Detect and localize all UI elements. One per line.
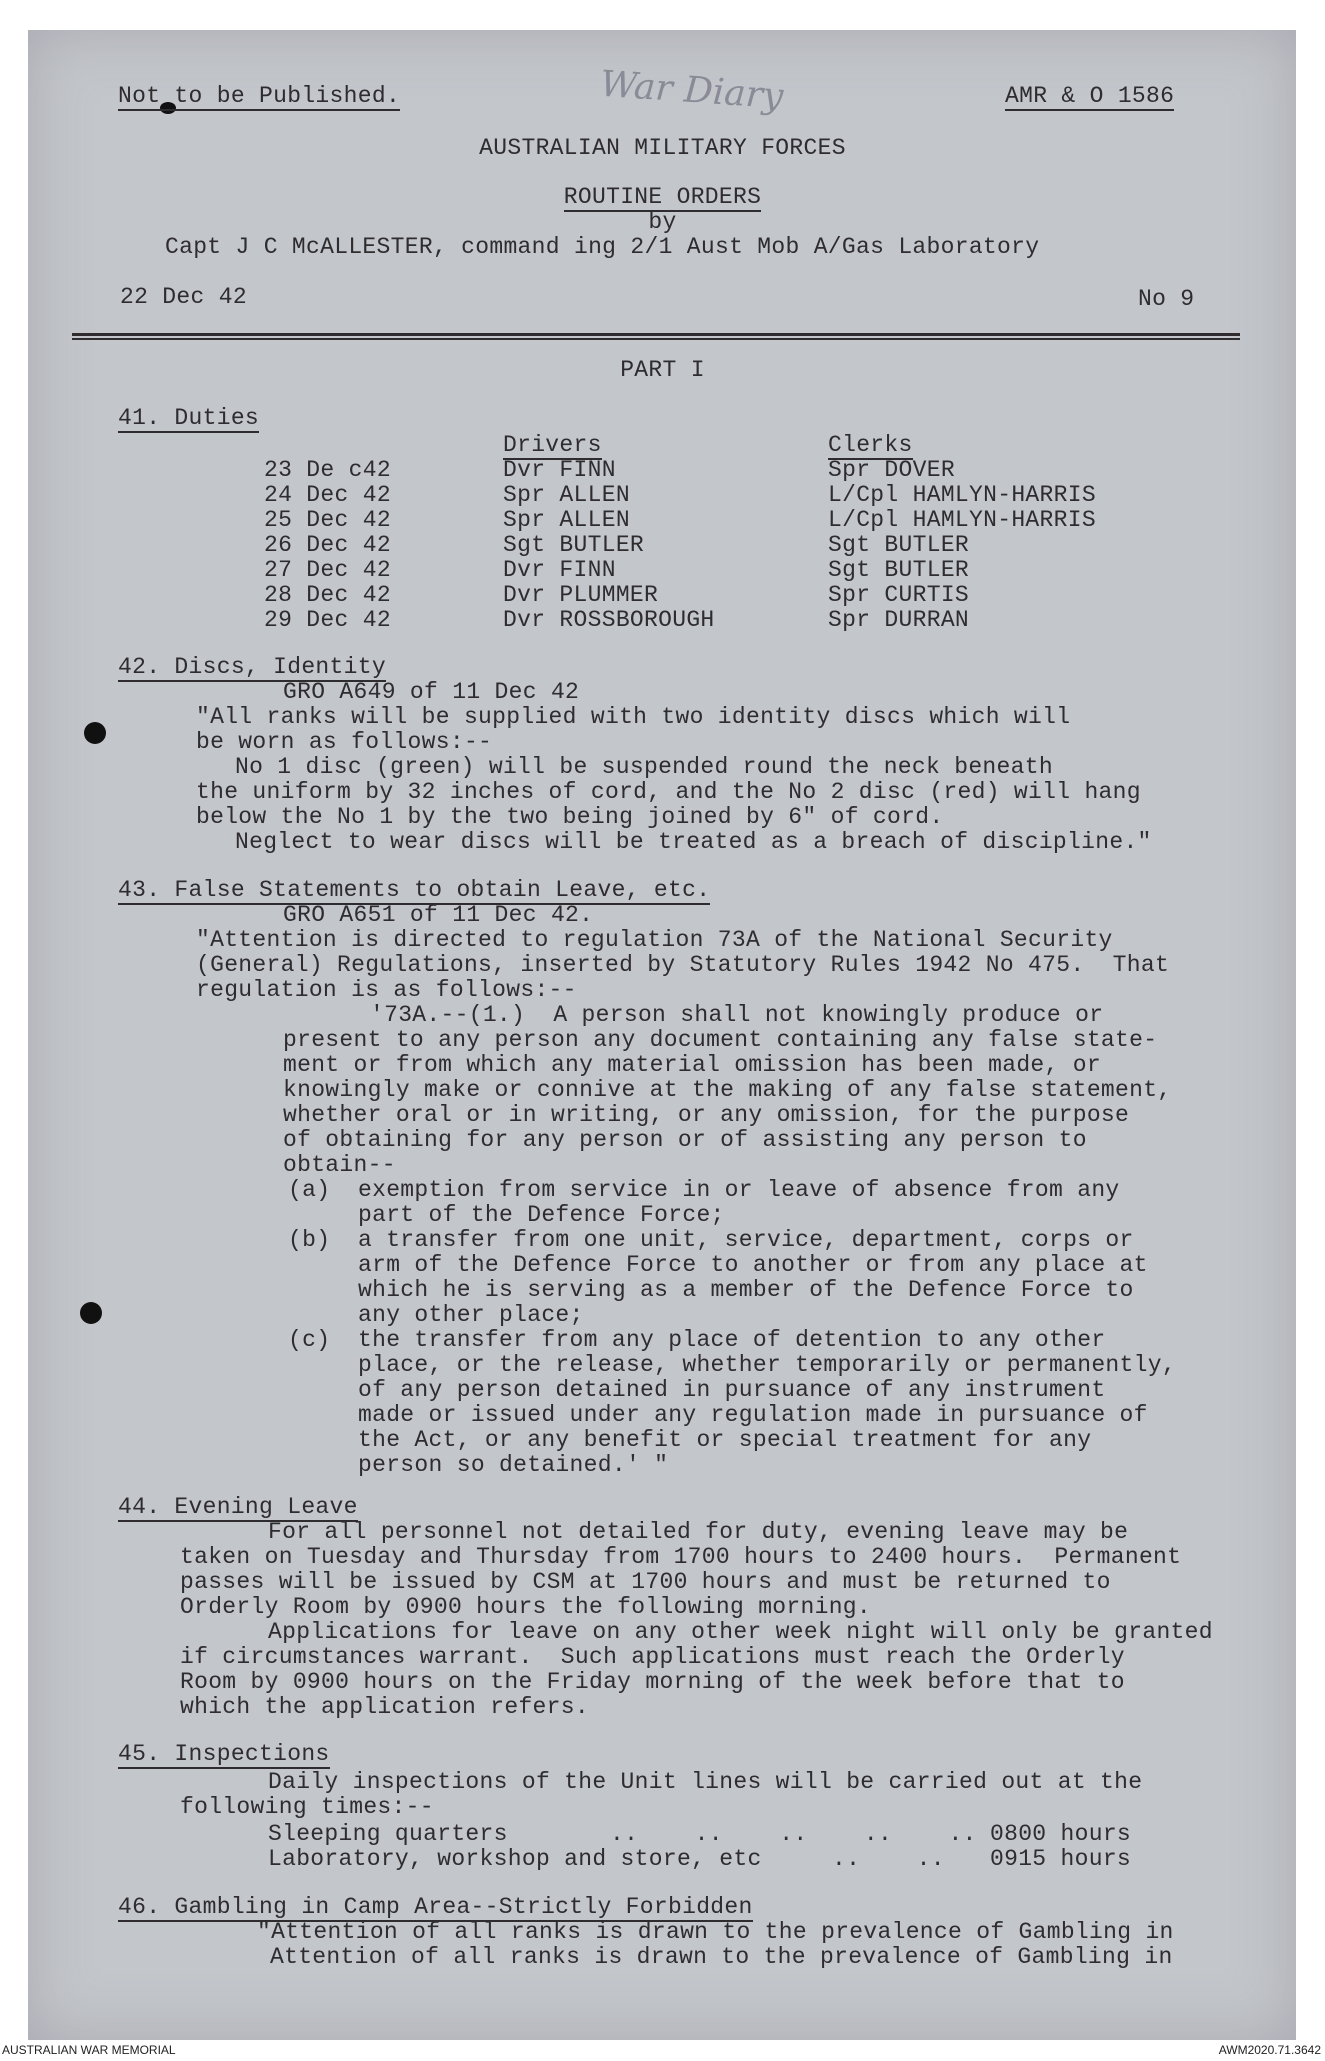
text-line: ment or from which any material omission has been made, or — [283, 1052, 1101, 1078]
reference-number: AMR & O 1586 — [1005, 83, 1175, 109]
clerks-column-header: Clerks — [828, 432, 913, 458]
text-line: taken on Tuesday and Thursday from 1700 hours to 2400 hours. Permanent — [180, 1544, 1182, 1570]
text-line: be worn as follows:-- — [196, 729, 493, 755]
text-line: '73A.--(1.) A person shall not knowingly produce or — [370, 1002, 1104, 1028]
duty-clerk: L/Cpl HAMLYN-HARRIS — [828, 482, 1096, 508]
item-line: which he is serving as a member of the Defence Force to — [358, 1277, 1134, 1303]
punch-hole — [84, 722, 106, 744]
order-number: No 9 — [1138, 286, 1195, 312]
item-line: the Act, or any benefit or special treatment for any — [358, 1427, 1092, 1453]
text-line: the uniform by 32 inches of cord, and the No 2 disc (red) will hang — [196, 779, 1141, 805]
duty-clerk: Spr DOVER — [828, 457, 955, 483]
routine-orders-title: ROUTINE ORDERS — [563, 184, 762, 210]
commander-line: Capt J C McALLESTER, command ing 2/1 Aust Mob A/Gas Laboratory — [165, 234, 1040, 260]
text-line: of obtaining for any person or of assisting any person to — [283, 1127, 1087, 1153]
duty-driver: Dvr FINN — [503, 457, 616, 483]
item-line: place, or the release, whether temporarily or permanently, — [358, 1352, 1176, 1378]
leader-dots: .. .. — [832, 1846, 945, 1872]
text-line: Applications for leave on any other week night will only be granted — [268, 1619, 1213, 1645]
item-label: (a) — [288, 1177, 331, 1203]
duty-date: 23 De c42 — [264, 457, 391, 483]
text-line: No 1 disc (green) will be suspended round the neck beneath — [235, 754, 1053, 780]
duty-clerk: Sgt BUTLER — [828, 557, 970, 583]
duty-date: 27 Dec 42 — [264, 557, 391, 583]
drivers-column-header: Drivers — [503, 432, 602, 458]
item-line: the transfer from any place of detention to any other — [358, 1327, 1106, 1353]
duty-driver: Dvr PLUMMER — [503, 582, 659, 608]
double-rule-bottom — [72, 338, 1240, 340]
text-line: whether oral or in writing, or any omission, for the purpose — [283, 1102, 1130, 1128]
text-line: Orderly Room by 0900 hours the following morning. — [180, 1594, 872, 1620]
duty-driver: Spr ALLEN — [503, 507, 630, 533]
section-44-heading: 44. Evening Leave — [118, 1494, 358, 1520]
duty-clerk: Spr DURRAN — [828, 607, 970, 633]
text-line: following times:-- — [180, 1794, 434, 1820]
duty-date: 28 Dec 42 — [264, 582, 391, 608]
section-46-heading: 46. Gambling in Camp Area--Strictly Forbidden — [118, 1894, 753, 1920]
duty-date: 29 Dec 42 — [264, 607, 391, 633]
inspection-label: Sleeping quarters — [268, 1821, 508, 1847]
leader-dots: .. .. .. .. .. — [610, 1821, 977, 1847]
order-date: 22 Dec 42 — [120, 284, 247, 310]
text-line: GRO A651 of 11 Dec 42. — [283, 902, 594, 928]
duty-clerk: Sgt BUTLER — [828, 532, 970, 558]
section-45-heading: 45. Inspections — [118, 1741, 330, 1767]
text-line: "Attention of all ranks is drawn to the prevalence of Gambling in — [257, 1919, 1174, 1945]
text-line: Room by 0900 hours on the Friday morning of the week before that to — [180, 1669, 1125, 1695]
text-line: which the application refers. — [180, 1694, 589, 1720]
text-line: below the No 1 by the two being joined by 6" of cord. — [196, 804, 944, 830]
item-line: a transfer from one unit, service, department, corps or — [358, 1227, 1134, 1253]
duty-driver: Spr ALLEN — [503, 482, 630, 508]
item-line: arm of the Defence Force to another or from any place at — [358, 1252, 1148, 1278]
duty-date: 24 Dec 42 — [264, 482, 391, 508]
text-line: Neglect to wear discs will be treated as a breach of discipline." — [235, 829, 1152, 855]
duty-driver: Dvr ROSSBOROUGH — [503, 607, 715, 633]
duty-clerk: L/Cpl HAMLYN-HARRIS — [828, 507, 1096, 533]
handwritten-note: War Diary — [598, 63, 785, 118]
footer-credit: AUSTRALIAN WAR MEMORIAL — [2, 2043, 176, 2057]
text-line: GRO A649 of 11 Dec 42 — [283, 679, 580, 705]
text-line: (General) Regulations, inserted by Statutory Rules 1942 No 475. That — [196, 952, 1170, 978]
not-published-label: Not to be Published. — [118, 83, 401, 109]
duty-clerk: Spr CURTIS — [828, 582, 970, 608]
text-line: Daily inspections of the Unit lines will be carried out at the — [268, 1769, 1143, 1795]
part-heading: PART I — [620, 357, 705, 383]
item-line: exemption from service in or leave of absence from any — [358, 1177, 1120, 1203]
footer-catalogue-id: AWM2020.71.3642 — [1218, 2043, 1321, 2057]
text-line: knowingly make or connive at the making of any false statement, — [283, 1077, 1172, 1103]
text-line: Attention of all ranks is drawn to the prevalence of Gambling in — [270, 1944, 1173, 1970]
text-line: "All ranks will be supplied with two identity discs which will — [196, 704, 1071, 730]
section-42-heading: 42. Discs, Identity — [118, 654, 386, 680]
item-line: part of the Defence Force; — [358, 1202, 725, 1228]
text-line: if circumstances warrant. Such applications must reach the Orderly — [180, 1644, 1125, 1670]
item-line: made or issued under any regulation made in pursuance of — [358, 1402, 1148, 1428]
text-line: For all personnel not detailed for duty, evening leave may be — [268, 1519, 1129, 1545]
duty-driver: Sgt BUTLER — [503, 532, 645, 558]
duty-driver: Dvr FINN — [503, 557, 616, 583]
item-line: any other place; — [358, 1302, 584, 1328]
punch-hole — [80, 1302, 102, 1324]
duty-date: 26 Dec 42 — [264, 532, 391, 558]
text-line: present to any person any document containing any false state- — [283, 1027, 1158, 1053]
section-41-heading: 41. Duties — [118, 405, 260, 431]
section-43-heading: 43. False Statements to obtain Leave, etc. — [118, 877, 711, 903]
by-label: by — [648, 209, 677, 235]
inspection-time: 0915 hours — [990, 1846, 1132, 1872]
organisation-title: AUSTRALIAN MILITARY FORCES — [479, 135, 846, 161]
double-rule-top — [72, 333, 1240, 336]
text-line: obtain-- — [283, 1152, 396, 1178]
duty-date: 25 Dec 42 — [264, 507, 391, 533]
item-label: (c) — [288, 1327, 331, 1353]
item-line: person so detained.' " — [358, 1452, 669, 1478]
text-line: regulation is as follows:-- — [196, 977, 577, 1003]
item-line: of any person detained in pursuance of any instrument — [358, 1377, 1106, 1403]
item-label: (b) — [288, 1227, 331, 1253]
text-line: "Attention is directed to regulation 73A of the National Security — [196, 927, 1113, 953]
text-line: passes will be issued by CSM at 1700 hours and must be returned to — [180, 1569, 1111, 1595]
inspection-time: 0800 hours — [990, 1821, 1132, 1847]
inspection-label: Laboratory, workshop and store, etc — [268, 1846, 762, 1872]
